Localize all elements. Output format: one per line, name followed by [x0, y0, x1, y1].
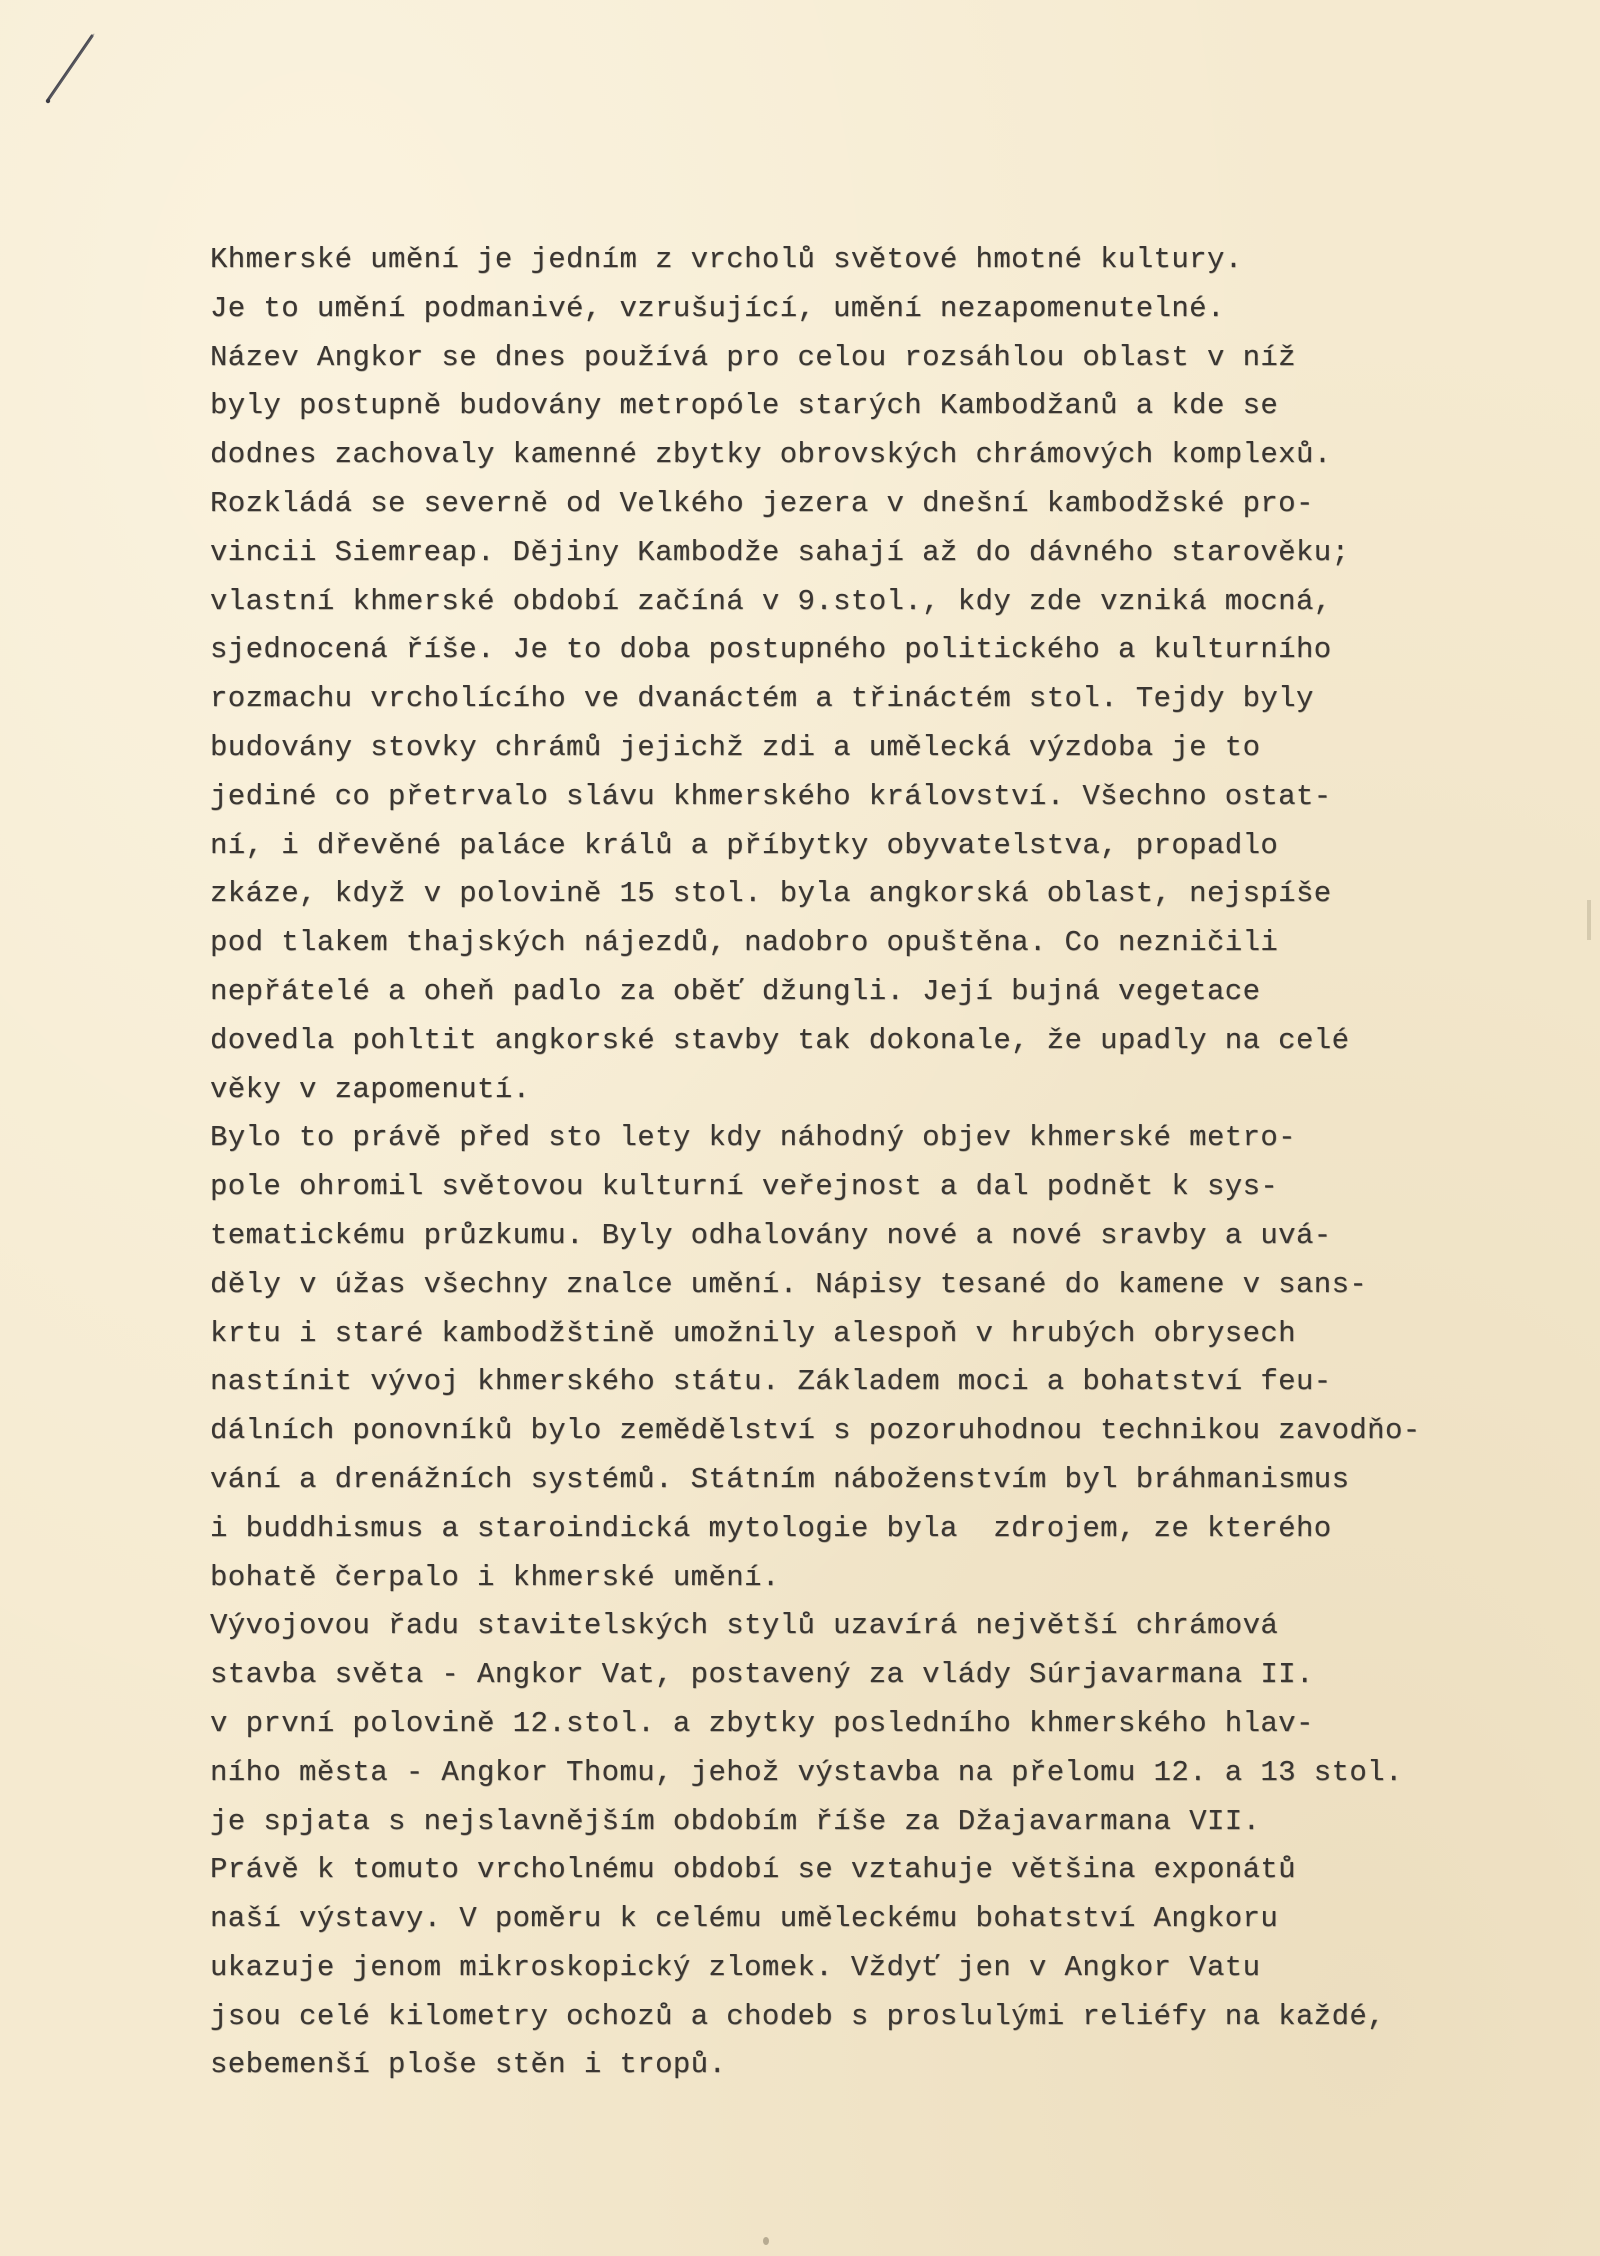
text-line: sebemenší ploše stěn i tropů.: [210, 2048, 727, 2082]
text-line: tematickému průzkumu. Byly odhalovány nové a nové sravby a uvá-: [210, 1218, 1332, 1252]
text-line: zkáze, když v polovině 15 stol. byla angkorská oblast, nejspíše: [210, 877, 1332, 911]
text-line: dovedla pohltit angkorské stavby tak dokonale, že upadly na celé: [210, 1023, 1350, 1057]
text-line: Bylo to právě před sto lety kdy náhodný objev khmerské metro-: [210, 1121, 1296, 1155]
text-line: Název Angkor se dnes používá pro celou rozsáhlou oblast v níž: [210, 340, 1296, 374]
text-line: děly v úžas všechny znalce umění. Nápisy tesané do kamene v sans-: [210, 1267, 1368, 1301]
text-line: v první polovině 12.stol. a zbytky posledního khmerského hlav-: [210, 1706, 1314, 1740]
text-line: stavba světa - Angkor Vat, postavený za vlády Súrjavarmana II.: [210, 1658, 1314, 1692]
text-line: rozmachu vrcholícího ve dvanáctém a třináctém stol. Tejdy byly: [210, 682, 1314, 716]
text-line: Je to umění podmanivé, vzrušující, umění nezapomenutelné.: [210, 291, 1225, 325]
typewritten-text-body: [210, 236, 1570, 2090]
text-line: je spjata s nejslavnějším obdobím říše za Džajavarmana VII.: [210, 1804, 1261, 1838]
text-line: dodnes zachovaly kamenné zbytky obrovských chrámových komplexů.: [210, 438, 1332, 472]
text-line: vincii Siemreap. Dějiny Kambodže sahají až do dávného starověku;: [210, 535, 1350, 569]
pen-stroke-mark: [40, 28, 130, 108]
text-line: dálních ponovníků bylo zemědělství s pozoruhodnou technikou zavodňo-: [210, 1414, 1421, 1448]
text-line: Právě k tomuto vrcholnému období se vztahuje většina exponátů: [210, 1853, 1296, 1887]
text-line: naší výstavy. V poměru k celému uměleckému bohatství Angkoru: [210, 1902, 1279, 1936]
text-line: Rozkládá se severně od Velkého jezera v dnešní kambodžské pro-: [210, 486, 1314, 520]
text-line: nepřátelé a oheň padlo za oběť džungli. Její bujná vegetace: [210, 974, 1261, 1008]
text-line: vlastní khmerské období začíná v 9.stol., kdy zde vzniká mocná,: [210, 584, 1332, 618]
text-line: ukazuje jenom mikroskopický zlomek. Vždyť jen v Angkor Vatu: [210, 1950, 1261, 1984]
text-line: jsou celé kilometry ochozů a chodeb s proslulými reliéfy na každé,: [210, 1999, 1385, 2033]
text-line: pole ohromil světovou kulturní veřejnost a dal podnět k sys-: [210, 1170, 1279, 1204]
text-line: pod tlakem thajských nájezdů, nadobro opuštěna. Co nezničili: [210, 926, 1279, 960]
text-line: Vývojovou řadu stavitelských stylů uzavírá největší chrámová: [210, 1609, 1279, 1643]
text-line: Khmerské umění je jedním z vrcholů světové hmotné kultury.: [210, 243, 1243, 276]
text-line: sjednocená říše. Je to doba postupného politického a kulturního: [210, 633, 1332, 667]
text-line: budovány stovky chrámů jejichž zdi a umělecká výzdoba je to: [210, 730, 1261, 764]
text-line: věky v zapomenutí.: [210, 1072, 531, 1106]
text-line: byly postupně budovány metropóle starých Kambodžanů a kde se: [210, 389, 1279, 423]
text-line: ního města - Angkor Thomu, jehož výstavba na přelomu 12. a 13 stol.: [210, 1755, 1403, 1789]
text-line: i buddhismus a staroindická mytologie byla zdrojem, ze kterého: [210, 1511, 1332, 1545]
text-line: krtu i staré kambodžštině umožnily alespoň v hrubých obrysech: [210, 1316, 1296, 1350]
paper-speck: [762, 2236, 770, 2246]
page-edge-mark: [1584, 900, 1594, 940]
text-line: bohatě čerpalo i khmerské umění.: [210, 1560, 780, 1594]
text-line: nastínit vývoj khmerského státu. Základem moci a bohatství feu-: [210, 1365, 1332, 1399]
text-line: jediné co přetrvalo slávu khmerského království. Všechno ostat-: [210, 779, 1332, 813]
text-line: ní, i dřevěné paláce králů a příbytky obyvatelstva, propadlo: [210, 828, 1279, 862]
text-line: vání a drenážních systémů. Státním náboženstvím byl bráhmanismus: [210, 1462, 1350, 1496]
